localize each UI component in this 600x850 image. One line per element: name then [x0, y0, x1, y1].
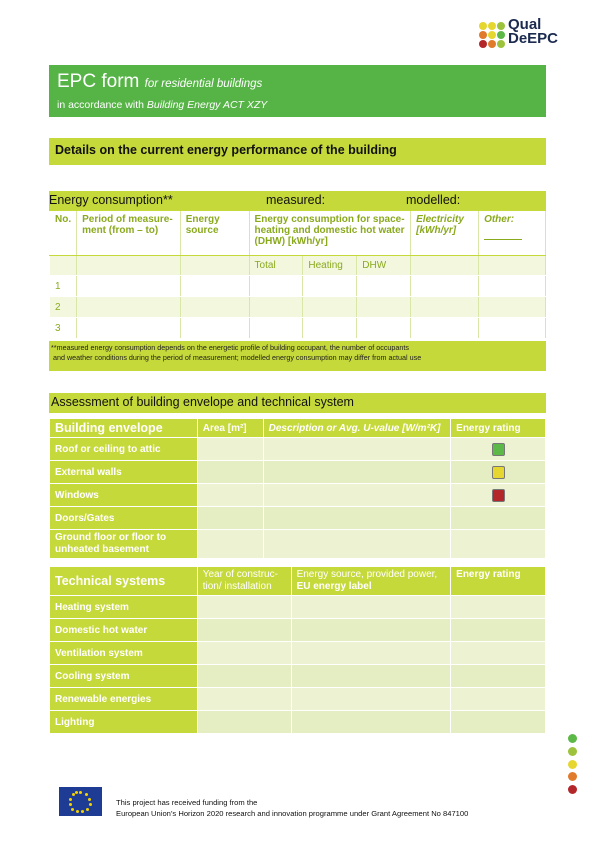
energy-consumption-bar	[49, 191, 546, 211]
table-row	[50, 619, 546, 642]
input-cell[interactable]	[197, 461, 263, 484]
col-description: Description or Avg. U-value [W/m²K]	[263, 419, 451, 438]
rating-cell[interactable]	[451, 688, 546, 711]
col-electricity: Electricity [kWh/yr]	[411, 212, 479, 256]
technical-row-label: Heating system	[50, 596, 198, 619]
input-cell[interactable]	[263, 530, 451, 559]
logo-line1: Qual	[508, 16, 542, 33]
energy-consumption-title: Energy consumption**	[49, 193, 173, 207]
col-energy-source	[291, 567, 451, 596]
input-cell[interactable]	[291, 688, 451, 711]
modelled-label[interactable]: modelled:	[406, 193, 461, 207]
technical-row-label: Domestic hot water	[50, 619, 198, 642]
input-cell[interactable]	[77, 276, 181, 297]
rating-cell[interactable]	[451, 619, 546, 642]
funding-line1: This project has received funding from the	[116, 798, 258, 807]
sub-col-dhw: DHW	[357, 256, 411, 276]
energy-consumption-table	[49, 211, 546, 339]
input-cell[interactable]	[197, 484, 263, 507]
rating-cell[interactable]	[451, 507, 546, 530]
envelope-row-label: Doors/Gates	[50, 507, 198, 530]
consumption-footnote	[49, 341, 546, 371]
eu-flag-icon	[59, 787, 102, 816]
input-cell[interactable]	[197, 596, 291, 619]
table-row	[50, 438, 546, 461]
sub-col-total: Total	[249, 256, 303, 276]
input-cell[interactable]	[249, 318, 303, 339]
input-cell[interactable]	[479, 318, 546, 339]
input-cell[interactable]	[303, 297, 357, 318]
sub-col-heating: Heating	[303, 256, 357, 276]
input-cell[interactable]	[479, 297, 546, 318]
row-number: 2	[50, 297, 77, 318]
table-row	[50, 318, 546, 339]
technical-row-label: Renewable energies	[50, 688, 198, 711]
table-row	[50, 642, 546, 665]
row-number: 1	[50, 276, 77, 297]
table-row	[50, 711, 546, 734]
envelope-title: Building envelope	[50, 419, 198, 438]
building-envelope-table	[49, 418, 546, 559]
input-cell[interactable]	[197, 619, 291, 642]
sub-cell	[50, 256, 77, 276]
input-cell[interactable]	[303, 318, 357, 339]
col-year: Year of construc-tion/ installation	[197, 567, 291, 596]
row-number: 3	[50, 318, 77, 339]
sub-cell	[479, 256, 546, 276]
logo-line2: DeEPC	[508, 30, 559, 47]
col-consumption: Energy consumption for space-heating and domestic hot water (DHW) [kWh/yr]	[249, 212, 411, 256]
rating-cell[interactable]	[451, 438, 546, 461]
input-cell[interactable]	[411, 297, 479, 318]
input-cell[interactable]	[357, 297, 411, 318]
col-energy-source-label: Energy source, provided power,	[296, 569, 438, 580]
col-other-label: Other:	[484, 214, 515, 225]
form-legal-line	[57, 99, 538, 111]
form-header	[49, 65, 546, 117]
input-cell[interactable]	[291, 711, 451, 734]
other-underline	[484, 239, 522, 240]
input-cell[interactable]	[479, 276, 546, 297]
qualdeepc-logo	[478, 18, 568, 54]
funding-line2: European Union’s Horizon 2020 research and innovation programme under Grant Agreement No 847100	[116, 809, 469, 818]
table-row	[50, 596, 546, 619]
footnote-line2: and weather conditions during the period of measurement; modelled energy consumption may differ from actual use	[51, 353, 422, 362]
col-energy-rating: Energy rating	[451, 419, 546, 438]
measured-label[interactable]: measured:	[266, 193, 326, 207]
assessment-section-title: Assessment of building envelope and technical system	[49, 393, 546, 413]
input-cell[interactable]	[357, 318, 411, 339]
sub-cell	[180, 256, 249, 276]
red-rating-icon	[492, 489, 505, 502]
input-cell[interactable]	[249, 297, 303, 318]
table-row	[50, 688, 546, 711]
form-title-sub: for residential buildings	[144, 78, 263, 90]
input-cell[interactable]	[197, 530, 263, 559]
col-period: Period of measure-ment (from – to)	[77, 212, 181, 256]
form-title-main: EPC form	[57, 71, 140, 92]
envelope-row-label: Windows	[50, 484, 198, 507]
input-cell[interactable]	[197, 665, 291, 688]
technical-title: Technical systems	[50, 567, 198, 596]
col-other[interactable]	[479, 212, 546, 256]
legal-act: Building Energy ACT XZY	[146, 99, 268, 111]
envelope-row-label: Roof or ceiling to attic	[50, 438, 198, 461]
logo-dots-icon	[478, 20, 508, 50]
sub-cell	[77, 256, 181, 276]
input-cell[interactable]	[77, 318, 181, 339]
sub-cell	[411, 256, 479, 276]
details-section-title: Details on the current energy performance of the building	[49, 138, 546, 165]
legal-prefix: in accordance with	[57, 99, 144, 111]
table-row	[50, 665, 546, 688]
input-cell[interactable]	[263, 461, 451, 484]
footnote-line1: **measured energy consumption depends on the energetic profile of building occupant, the number of occupants	[51, 343, 410, 352]
funding-statement	[116, 797, 468, 819]
envelope-row-label: External walls	[50, 461, 198, 484]
input-cell[interactable]	[197, 642, 291, 665]
form-title	[57, 70, 538, 96]
input-cell[interactable]	[357, 276, 411, 297]
input-cell[interactable]	[77, 297, 181, 318]
rating-cell[interactable]	[451, 484, 546, 507]
technical-systems-table	[49, 566, 546, 734]
col-eu-label: EU energy label	[296, 581, 372, 592]
col-source: Energy source	[180, 212, 249, 256]
table-row	[50, 507, 546, 530]
input-cell[interactable]	[303, 276, 357, 297]
technical-row-label: Lighting	[50, 711, 198, 734]
table-row	[50, 530, 546, 559]
table-row	[50, 297, 546, 318]
col-area: Area [m²]	[197, 419, 263, 438]
table-row	[50, 461, 546, 484]
input-cell[interactable]	[180, 318, 249, 339]
rating-cell[interactable]	[451, 596, 546, 619]
col-energy-rating: Energy rating	[451, 567, 546, 596]
input-cell[interactable]	[291, 642, 451, 665]
envelope-row-label: Ground floor or floor to unheated basement	[50, 530, 198, 559]
green-rating-icon	[492, 443, 505, 456]
col-no: No.	[50, 212, 77, 256]
technical-row-label: Ventilation system	[50, 642, 198, 665]
input-cell[interactable]	[197, 711, 291, 734]
input-cell[interactable]	[263, 507, 451, 530]
input-cell[interactable]	[263, 438, 451, 461]
input-cell[interactable]	[411, 276, 479, 297]
table-row	[50, 484, 546, 507]
input-cell[interactable]	[180, 276, 249, 297]
yellow-rating-icon	[492, 466, 505, 479]
input-cell[interactable]	[180, 297, 249, 318]
logo-text	[508, 18, 558, 46]
input-cell[interactable]	[197, 688, 291, 711]
input-cell[interactable]	[291, 619, 451, 642]
rating-cell[interactable]	[451, 665, 546, 688]
input-cell[interactable]	[411, 318, 479, 339]
technical-row-label: Cooling system	[50, 665, 198, 688]
rating-cell[interactable]	[451, 642, 546, 665]
input-cell[interactable]	[291, 665, 451, 688]
rating-cell[interactable]	[451, 711, 546, 734]
input-cell[interactable]	[263, 484, 451, 507]
input-cell[interactable]	[249, 276, 303, 297]
rating-cell[interactable]	[451, 530, 546, 559]
input-cell[interactable]	[197, 507, 263, 530]
rating-cell[interactable]	[451, 461, 546, 484]
input-cell[interactable]	[197, 438, 263, 461]
table-row	[50, 276, 546, 297]
input-cell[interactable]	[291, 596, 451, 619]
